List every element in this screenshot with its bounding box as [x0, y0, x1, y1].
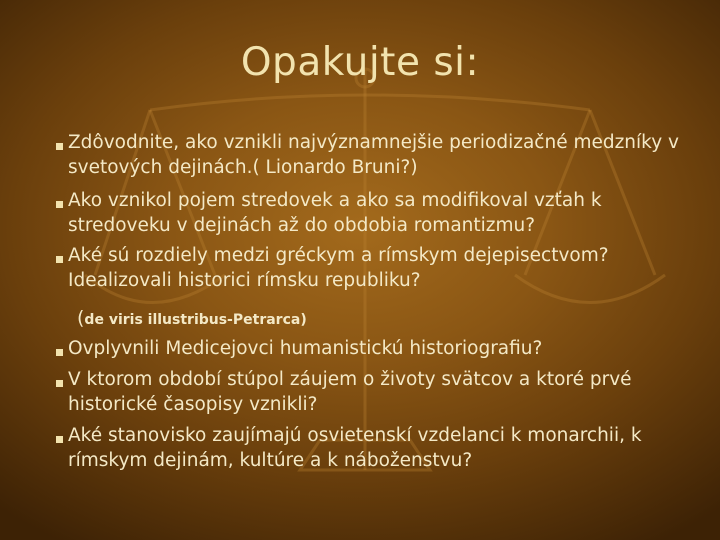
bullet-square-icon: [56, 349, 63, 356]
list-item: Zdôvodnite, ako vznikli najvýznamnejšie periodizačné medzníky v svetových dejinách.( Lionardo Bruni?): [68, 132, 680, 178]
list-item: Aké stanovisko zaujímajú osvietenskí vzdelanci k monarchii, k rímskym dejinám, kultúre a k náboženstvu?: [68, 425, 642, 471]
bullet-square-icon: [56, 201, 63, 208]
sub-note: [77, 307, 307, 329]
list-item: Aké sú rozdiely medzi gréckym a rímskym dejepisectvom? Idealizovali historici rímsku republiku?: [68, 245, 609, 291]
bullet-square-icon: [56, 256, 63, 263]
sub-note-text: de viris illustribus-Petrarca): [84, 312, 307, 328]
slide-title: Opakujte si:: [240, 40, 480, 85]
list-item: V ktorom období stúpol záujem o životy svätcov a ktoré prvé historické časopisy vznikli?: [68, 369, 632, 415]
sub-note-paren: (: [77, 307, 85, 329]
list-item: Ovplyvnili Medicejovci humanistickú historiografiu?: [68, 338, 543, 359]
list-item: Ako vznikol pojem stredovek a ako sa modifikoval vzťah k stredoveku v dejinách až do obdobia romantizmu?: [68, 190, 602, 236]
bullet-square-icon: [56, 380, 63, 387]
bullet-square-icon: [56, 143, 63, 150]
bullet-square-icon: [56, 436, 63, 443]
